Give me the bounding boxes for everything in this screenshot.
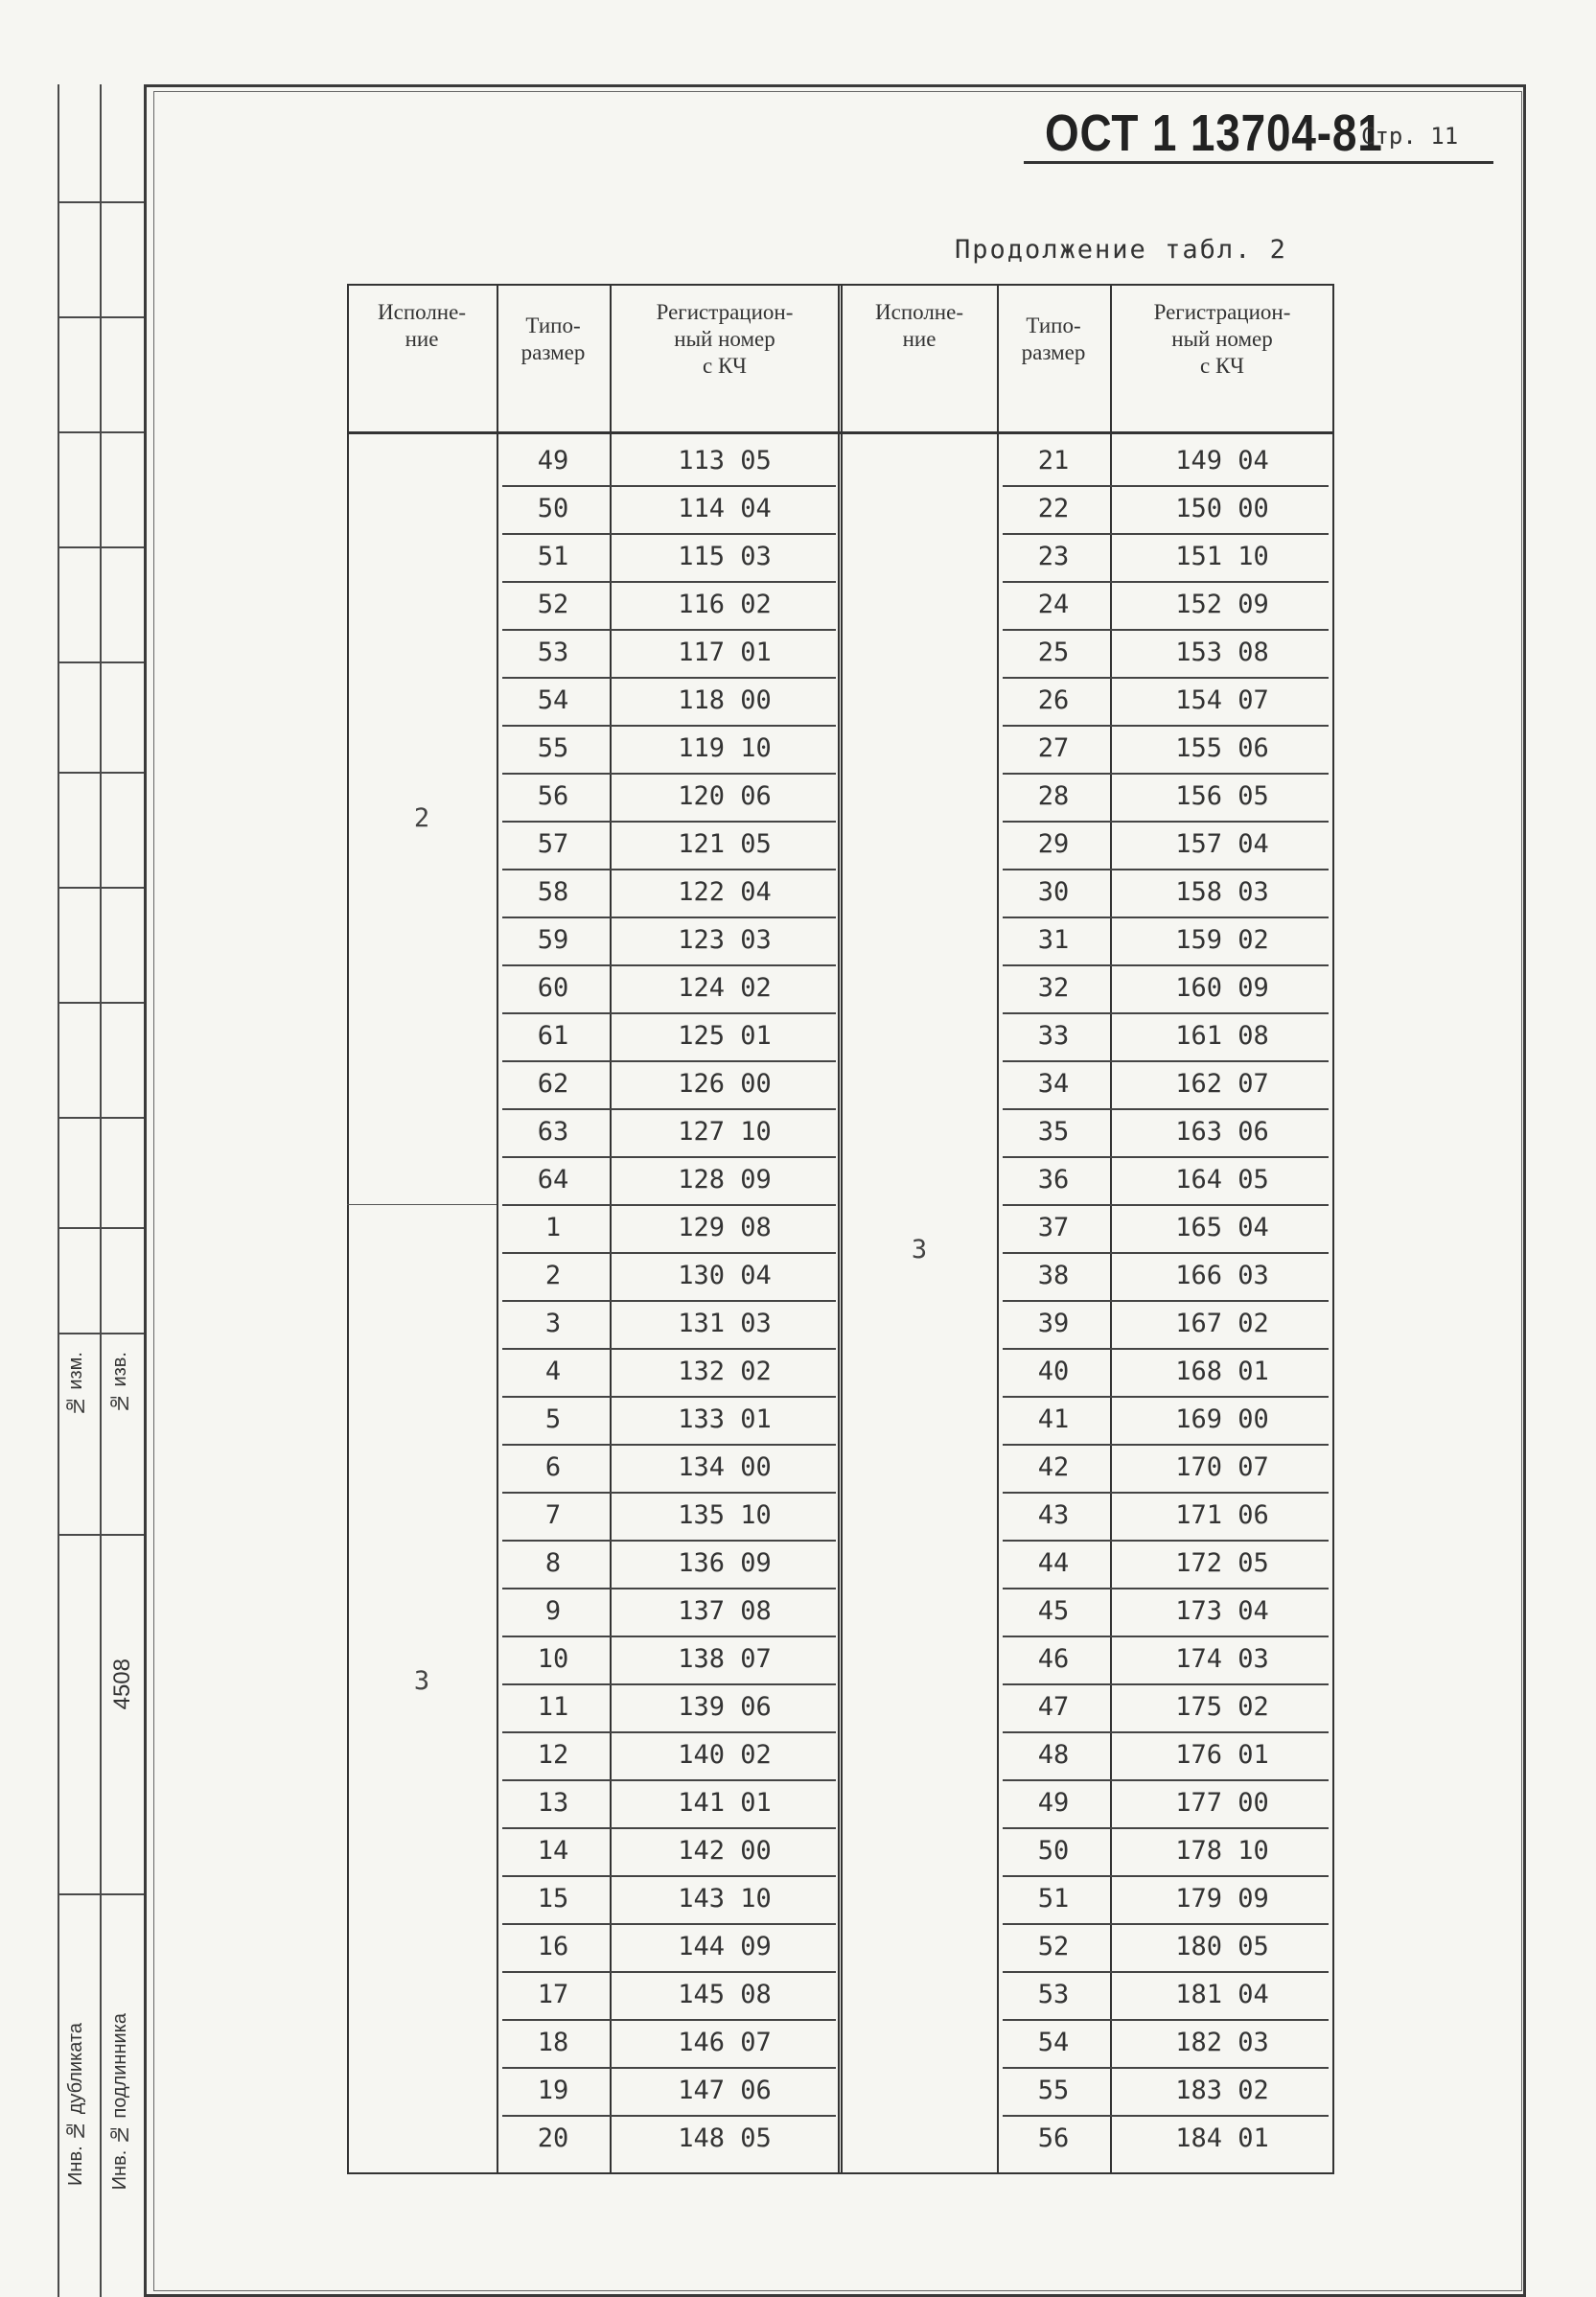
left-tiporazmer-cell: 53 bbox=[537, 638, 569, 667]
right-tiporazmer-cell: 55 bbox=[1037, 2076, 1070, 2105]
left-tiporazmer-cell: 55 bbox=[537, 733, 569, 763]
right-regnumber-cell: 174 03 bbox=[1175, 1644, 1269, 1674]
right-tiporazmer-cell: 50 bbox=[1037, 1836, 1070, 1866]
margin-strip-rule bbox=[58, 201, 146, 203]
right-regnumber-cell: 180 05 bbox=[1175, 1932, 1269, 1961]
right-tiporazmer-cell: 40 bbox=[1037, 1357, 1070, 1386]
left-tiporazmer-cell: 7 bbox=[544, 1500, 562, 1530]
right-regnumber-cell: 154 07 bbox=[1175, 685, 1269, 715]
header-row-rule bbox=[347, 431, 1334, 434]
right-tiporazmer-cell: 44 bbox=[1037, 1548, 1070, 1578]
right-tiporazmer-cell: 51 bbox=[1037, 1884, 1070, 1914]
right-ispolnenie-group: 3 bbox=[911, 1235, 928, 1265]
right-tiporazmer-cell: 52 bbox=[1037, 1932, 1070, 1961]
left-regnumber-cell: 121 05 bbox=[678, 829, 772, 859]
left-regnumber-cell: 133 01 bbox=[678, 1404, 772, 1434]
left-tiporazmer-cell: 56 bbox=[537, 781, 569, 811]
right-regnumber-cell: 184 01 bbox=[1175, 2123, 1269, 2153]
left-regnumber-cell: 143 10 bbox=[678, 1884, 772, 1914]
left-regnumber-cell: 114 04 bbox=[678, 494, 772, 523]
left-tiporazmer-cell: 12 bbox=[537, 1740, 569, 1770]
left-tiporazmer-cell: 6 bbox=[544, 1452, 562, 1482]
right-tiporazmer-cell: 49 bbox=[1037, 1788, 1070, 1818]
right-tiporazmer-cell: 31 bbox=[1037, 925, 1070, 955]
left-tiporazmer-cell: 9 bbox=[544, 1596, 562, 1626]
left-regnumber-cell: 146 07 bbox=[678, 2028, 772, 2057]
right-regnumber-cell: 158 03 bbox=[1175, 877, 1269, 907]
right-regnumber-cell: 161 08 bbox=[1175, 1021, 1269, 1051]
document-title: ОСТ 1 13704-81 bbox=[1045, 104, 1383, 162]
left-ispolnenie-group: 2 bbox=[413, 803, 430, 833]
header-tiporazmer-right: Типо- размер bbox=[1021, 313, 1086, 364]
left-regnumber-cell: 130 04 bbox=[678, 1261, 772, 1290]
right-regnumber-cell: 172 05 bbox=[1175, 1548, 1269, 1578]
left-tiporazmer-cell: 52 bbox=[537, 590, 569, 619]
right-tiporazmer-cell: 30 bbox=[1037, 877, 1070, 907]
right-regnumber-cell: 150 00 bbox=[1175, 494, 1269, 523]
right-tiporazmer-cell: 23 bbox=[1037, 542, 1070, 571]
right-tiporazmer-cell: 22 bbox=[1037, 494, 1070, 523]
dublikat-label: Инв. № дубликата bbox=[65, 2023, 86, 2186]
margin-strip-rule bbox=[58, 1117, 146, 1119]
header-ispolnenie-left: Исполне- ние bbox=[378, 300, 466, 351]
right-regnumber-cell: 162 07 bbox=[1175, 1069, 1269, 1099]
left-tiporazmer-cell: 50 bbox=[537, 494, 569, 523]
left-tiporazmer-cell: 14 bbox=[537, 1836, 569, 1866]
right-tiporazmer-cell: 48 bbox=[1037, 1740, 1070, 1770]
right-tiporazmer-cell: 21 bbox=[1037, 446, 1070, 476]
right-regnumber-cell: 182 03 bbox=[1175, 2028, 1269, 2057]
left-tiporazmer-cell: 8 bbox=[544, 1548, 562, 1578]
right-regnumber-cell: 164 05 bbox=[1175, 1165, 1269, 1195]
left-regnumber-cell: 140 02 bbox=[678, 1740, 772, 1770]
left-tiporazmer-cell: 54 bbox=[537, 685, 569, 715]
margin-strip-rule bbox=[58, 1893, 146, 1895]
left-regnumber-cell: 115 03 bbox=[678, 542, 772, 571]
left-regnumber-cell: 144 09 bbox=[678, 1932, 772, 1961]
left-tiporazmer-cell: 10 bbox=[537, 1644, 569, 1674]
right-tiporazmer-cell: 27 bbox=[1037, 733, 1070, 763]
left-tiporazmer-cell: 58 bbox=[537, 877, 569, 907]
left-regnumber-cell: 119 10 bbox=[678, 733, 772, 763]
left-tiporazmer-cell: 1 bbox=[544, 1213, 562, 1242]
left-regnumber-cell: 118 00 bbox=[678, 685, 772, 715]
group-separator bbox=[347, 1204, 497, 1205]
left-tiporazmer-cell: 19 bbox=[537, 2076, 569, 2105]
left-tiporazmer-cell: 61 bbox=[537, 1021, 569, 1051]
margin-strip-rule bbox=[58, 1333, 146, 1334]
left-regnumber-cell: 129 08 bbox=[678, 1213, 772, 1242]
right-tiporazmer-cell: 38 bbox=[1037, 1261, 1070, 1290]
right-regnumber-cell: 159 02 bbox=[1175, 925, 1269, 955]
right-tiporazmer-cell: 35 bbox=[1037, 1117, 1070, 1147]
right-regnumber-cell: 183 02 bbox=[1175, 2076, 1269, 2105]
left-tiporazmer-cell: 5 bbox=[544, 1404, 562, 1434]
right-regnumber-cell: 179 09 bbox=[1175, 1884, 1269, 1914]
right-tiporazmer-cell: 54 bbox=[1037, 2028, 1070, 2057]
margin-strip-rule bbox=[58, 887, 146, 889]
right-regnumber-cell: 152 09 bbox=[1175, 590, 1269, 619]
left-regnumber-cell: 145 08 bbox=[678, 1980, 772, 2009]
left-regnumber-cell: 124 02 bbox=[678, 973, 772, 1003]
right-tiporazmer-cell: 28 bbox=[1037, 781, 1070, 811]
header-underline bbox=[1024, 161, 1493, 164]
left-regnumber-cell: 128 09 bbox=[678, 1165, 772, 1195]
inventory-number: 4508 bbox=[109, 1659, 135, 1710]
margin-strip-rule bbox=[58, 1227, 146, 1229]
margin-strip-rule bbox=[58, 316, 146, 318]
margin-strip-divider bbox=[100, 84, 102, 2297]
right-tiporazmer-cell: 33 bbox=[1037, 1021, 1070, 1051]
left-tiporazmer-cell: 2 bbox=[544, 1261, 562, 1290]
right-tiporazmer-cell: 25 bbox=[1037, 638, 1070, 667]
left-tiporazmer-cell: 4 bbox=[544, 1357, 562, 1386]
margin-strip bbox=[58, 84, 146, 2297]
left-regnumber-cell: 137 08 bbox=[678, 1596, 772, 1626]
left-tiporazmer-cell: 11 bbox=[537, 1692, 569, 1722]
right-regnumber-cell: 175 02 bbox=[1175, 1692, 1269, 1722]
left-regnumber-cell: 123 03 bbox=[678, 925, 772, 955]
left-tiporazmer-cell: 57 bbox=[537, 829, 569, 859]
header-tiporazmer-left: Типо- размер bbox=[520, 313, 586, 364]
header-ispolnenie-right: Исполне- ние bbox=[875, 300, 963, 351]
header-regnumber-right: Регистрацион- ный номер с КЧ bbox=[1153, 300, 1291, 378]
right-tiporazmer-cell: 39 bbox=[1037, 1309, 1070, 1338]
left-regnumber-cell: 113 05 bbox=[678, 446, 772, 476]
left-ispolnenie-group: 3 bbox=[413, 1666, 430, 1696]
right-tiporazmer-cell: 26 bbox=[1037, 685, 1070, 715]
left-regnumber-cell: 116 02 bbox=[678, 590, 772, 619]
left-regnumber-cell: 148 05 bbox=[678, 2123, 772, 2153]
right-regnumber-cell: 177 00 bbox=[1175, 1788, 1269, 1818]
left-regnumber-cell: 141 01 bbox=[678, 1788, 772, 1818]
right-regnumber-cell: 169 00 bbox=[1175, 1404, 1269, 1434]
page-number: Стр. 11 bbox=[1361, 123, 1459, 150]
left-regnumber-cell: 142 00 bbox=[678, 1836, 772, 1866]
right-tiporazmer-cell: 42 bbox=[1037, 1452, 1070, 1482]
left-regnumber-cell: 139 06 bbox=[678, 1692, 772, 1722]
right-tiporazmer-cell: 29 bbox=[1037, 829, 1070, 859]
izm-label: № изм. bbox=[65, 1352, 86, 1417]
right-tiporazmer-cell: 43 bbox=[1037, 1500, 1070, 1530]
left-tiporazmer-cell: 18 bbox=[537, 2028, 569, 2057]
right-tiporazmer-cell: 53 bbox=[1037, 1980, 1070, 2009]
left-regnumber-cell: 134 00 bbox=[678, 1452, 772, 1482]
left-regnumber-cell: 131 03 bbox=[678, 1309, 772, 1338]
izv-label: № изв. bbox=[109, 1352, 130, 1414]
right-tiporazmer-cell: 37 bbox=[1037, 1213, 1070, 1242]
left-tiporazmer-cell: 49 bbox=[537, 446, 569, 476]
left-regnumber-cell: 135 10 bbox=[678, 1500, 772, 1530]
left-tiporazmer-cell: 51 bbox=[537, 542, 569, 571]
right-regnumber-cell: 156 05 bbox=[1175, 781, 1269, 811]
right-tiporazmer-cell: 45 bbox=[1037, 1596, 1070, 1626]
left-regnumber-cell: 127 10 bbox=[678, 1117, 772, 1147]
left-regnumber-cell: 147 06 bbox=[678, 2076, 772, 2105]
right-tiporazmer-cell: 36 bbox=[1037, 1165, 1070, 1195]
left-regnumber-cell: 122 04 bbox=[678, 877, 772, 907]
registration-table bbox=[347, 284, 1334, 2174]
left-regnumber-cell: 117 01 bbox=[678, 638, 772, 667]
podlinnik-label: Инв. № подлинника bbox=[109, 2013, 130, 2191]
left-regnumber-cell: 120 06 bbox=[678, 781, 772, 811]
right-regnumber-cell: 171 06 bbox=[1175, 1500, 1269, 1530]
left-tiporazmer-cell: 13 bbox=[537, 1788, 569, 1818]
left-tiporazmer-cell: 15 bbox=[537, 1884, 569, 1914]
right-regnumber-cell: 157 04 bbox=[1175, 829, 1269, 859]
right-tiporazmer-cell: 41 bbox=[1037, 1404, 1070, 1434]
left-tiporazmer-cell: 60 bbox=[537, 973, 569, 1003]
right-regnumber-cell: 153 08 bbox=[1175, 638, 1269, 667]
right-regnumber-cell: 155 06 bbox=[1175, 733, 1269, 763]
right-regnumber-cell: 167 02 bbox=[1175, 1309, 1269, 1338]
margin-strip-rule bbox=[58, 661, 146, 663]
left-regnumber-cell: 138 07 bbox=[678, 1644, 772, 1674]
right-tiporazmer-cell: 34 bbox=[1037, 1069, 1070, 1099]
left-regnumber-cell: 136 09 bbox=[678, 1548, 772, 1578]
right-tiporazmer-cell: 46 bbox=[1037, 1644, 1070, 1674]
right-regnumber-cell: 149 04 bbox=[1175, 446, 1269, 476]
left-regnumber-cell: 126 00 bbox=[678, 1069, 772, 1099]
left-tiporazmer-cell: 64 bbox=[537, 1165, 569, 1195]
left-tiporazmer-cell: 16 bbox=[537, 1932, 569, 1961]
left-tiporazmer-cell: 17 bbox=[537, 1980, 569, 2009]
margin-strip-rule bbox=[58, 772, 146, 774]
left-regnumber-cell: 132 02 bbox=[678, 1357, 772, 1386]
right-tiporazmer-cell: 24 bbox=[1037, 590, 1070, 619]
right-regnumber-cell: 151 10 bbox=[1175, 542, 1269, 571]
margin-strip-rule bbox=[58, 1534, 146, 1536]
right-regnumber-cell: 178 10 bbox=[1175, 1836, 1269, 1866]
right-tiporazmer-cell: 47 bbox=[1037, 1692, 1070, 1722]
left-regnumber-cell: 125 01 bbox=[678, 1021, 772, 1051]
right-regnumber-cell: 160 09 bbox=[1175, 973, 1269, 1003]
right-tiporazmer-cell: 56 bbox=[1037, 2123, 1070, 2153]
margin-strip-rule bbox=[58, 431, 146, 433]
header-regnumber-left: Регистрацион- ный номер с КЧ bbox=[656, 300, 794, 378]
left-tiporazmer-cell: 62 bbox=[537, 1069, 569, 1099]
right-regnumber-cell: 166 03 bbox=[1175, 1261, 1269, 1290]
left-tiporazmer-cell: 3 bbox=[544, 1309, 562, 1338]
right-regnumber-cell: 170 07 bbox=[1175, 1452, 1269, 1482]
right-regnumber-cell: 173 04 bbox=[1175, 1596, 1269, 1626]
left-tiporazmer-cell: 59 bbox=[537, 925, 569, 955]
margin-strip-rule bbox=[58, 546, 146, 548]
right-regnumber-cell: 165 04 bbox=[1175, 1213, 1269, 1242]
left-tiporazmer-cell: 63 bbox=[537, 1117, 569, 1147]
right-regnumber-cell: 181 04 bbox=[1175, 1980, 1269, 2009]
left-tiporazmer-cell: 20 bbox=[537, 2123, 569, 2153]
right-regnumber-cell: 163 06 bbox=[1175, 1117, 1269, 1147]
margin-strip-rule bbox=[58, 1002, 146, 1004]
right-regnumber-cell: 176 01 bbox=[1175, 1740, 1269, 1770]
right-regnumber-cell: 168 01 bbox=[1175, 1357, 1269, 1386]
right-tiporazmer-cell: 32 bbox=[1037, 973, 1070, 1003]
table-continuation-caption: Продолжение табл. 2 bbox=[955, 235, 1287, 265]
